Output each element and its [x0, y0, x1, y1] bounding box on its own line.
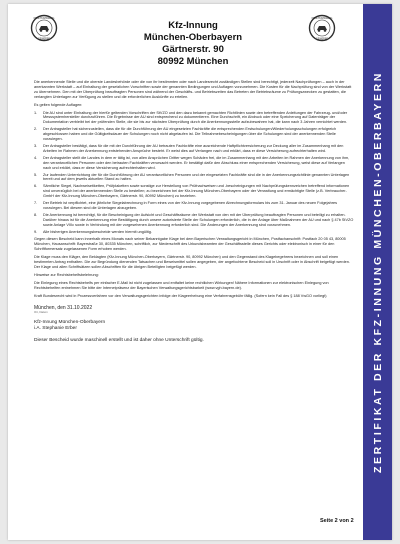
auflage-number: 2. — [34, 127, 38, 132]
seal-ring-bottom-text: GEWERBE — [37, 37, 51, 41]
issue-date-caption: Ort, Datum — [34, 309, 48, 314]
auflage-item — [34, 156, 354, 171]
auflage-number: 8. — [34, 212, 38, 217]
seal-ring-top-text: KRAFTFAHRZEUG — [33, 17, 55, 20]
guild-seal-right — [308, 14, 336, 42]
auflage-item — [34, 144, 354, 154]
org-name: Kfz-Innung — [168, 20, 218, 31]
auflage-number: 7. — [34, 201, 38, 206]
auflage-item — [34, 184, 354, 199]
hinweis-title: Hinweise zur Rechtsbehelfsbelehrung: — [34, 272, 99, 277]
authority-name: Kfz-Innung München-Oberbayern — [34, 320, 106, 326]
auflage-item — [34, 213, 354, 228]
auflage-text: Der Antragsteller bestätigt, dass für die mit der Durchführung der AU betrauten Fachkräfte eine ausreichende Haftpflichtversicherung zur Deckung aller im Zusammenhang mit den Arbeiten im Rahmen der Anerkennung entstehenden Ansprüche besteht. Er weist dies auf Verlangen nach und erklärt, dass er diese Versicherung aufrechterhalten wird. — [43, 143, 344, 153]
intro-paragraph: Die anerkennende Stelle und die oberste Landesbehörde oder die von ihr bestimmten oder nach Landesrecht zuständigen Stellen sind berechtigt, jederzeit Nachprüfungen – auch in der anerkannten Werkstatt – auf Einhaltung der gesetzlichen Vorschriften sowie der genannten Bedingungen und Auflagen vorzunehmen. Die Kosten für die Nachprüfung sind von der Werkstatt zu übernehmen. Den mit der Überprüfung beauftragten Personen sind während der Geschäfts- und Betriebszeiten das Betreten der Betriebsräume zu Prüfungszwecken zu gestatten, die verlangten Unterlagen zur Verfügung zu stellen und die erforderlichen Auskünfte zu erteilen. — [34, 80, 352, 99]
auflage-text: Der Betrieb ist verpflichtet, eine jährliche Siegelabrechnung in Form eines von der Kfz-Innung vorgegebenen Abrechnungsformulars bis zum 31. Januar des neuen Folgejahres vorzulegen. Bei diesem sind die Unterlagen abzugeben. — [43, 201, 338, 210]
issue-date: München, den 31.10.2022 — [34, 304, 93, 311]
auflage-text: Die AU sind unter Einhaltung der hierfür geltenden Vorschriften der StVZO und den dazu bekannt gemachten Richtlinien sowie den betreffenden Anleitungen der Fahrzeug- und/oder Messsystemhersteller durchzuführen. Die Ergebnisse der AU sind entsprechend zu dokumentieren. Eine Durchschrift, ein Abdruck oder eine Speicherung auf Datenträger der Dokumentation verbleibt bei der prüfenden Stelle, die sie bis zur nächsten Überprüfung durch die Anerkennungsstelle aufzubewahren hat, die kann nach 3 Jahren vernichtet werden. — [43, 110, 348, 125]
auflage-text: Sämtliche Siegel, Nachweisetiketten, Prüfplaketten sowie sonstige zur Herstellung von Prüfnachweisen und -bescheinigungen mit Nachprüfungskennzeichen betreffend informationen sind unverzüglich bei der anerkennenden Stelle zu bestellen; zu bezeichnen bei der Kfz-Innung München-Oberbayern oder der Verwaltung und ermächtigte Stelle (z.B. Verbraucher-GmbH der Kfz-Innung München-Oberbayern, Gärtnerstr. 90, 80992 München) zu beziehen. — [43, 184, 350, 199]
hinweis-paragraph-1: Die Einlegung eines Rechtsbehelfs per einfacher E-Mail ist nicht zugelassen und entfaltet keine rechtlichen Wirkungen! Nähere Informationen zur elektronischen Einlegung von Rechtsbehelfen entnehmen Sie bitte der Internetpräsenz der Bayerischen Verwaltungsgerichtsbarkeit (www.vgh.bayern.de). — [34, 280, 329, 290]
auflage-number: 4. — [34, 155, 38, 160]
auflage-item — [34, 201, 354, 211]
auflage-text: Der Antragsteller stellt die Landes in dem er tätig ist, von allen Ansprüchen Dritter wegen Schäden frei, die im Zusammenhang mit den Arbeiten im Rahmen der Anerkennung von ihm, den verantwortlichen Personen oder den betrauten Fachkräften verursacht werden. Er bestätigt dafür den Abschluss einer entsprechenden Versicherung, weist diese auf Verlangen nach und erklärt, dass er diese Versicherung aufrechterhalten wird. — [43, 155, 350, 170]
auflage-item — [34, 173, 354, 183]
certificate-sidebar — [363, 4, 392, 540]
auflage-item — [34, 230, 354, 235]
auflage-number: 3. — [34, 143, 38, 148]
legal-paragraph-1: Gegen diesen Bescheid kann innerhalb eines Monats nach seiner Bekanntgabe Klage bei dem Bayerischen Verwaltungsgericht in München, Postfachanschrift: Postfach 20 05 43, 80005 München, Hausanschrift: Bayerstraße 30, 80335 München, schriftlich, zur Niederschrift des Urkundsbeamten der Geschäftsstelle dieses Gerichts oder elektronisch in einer für den Schriftformersatz zugelassenen Form erhoben werden. — [34, 237, 346, 252]
org-street: Gärtnerstr. 90 — [162, 44, 224, 55]
auflage-item — [34, 127, 354, 142]
hinweis-paragraph-2: Kraft Bundesrecht wird in Prozessverfahren vor den Verwaltungsgerichten infolge der Klageerhebung eine Verfahrensgebühr fällig. (Sofern kein Fall des § 188 VwGO vorliegt) — [34, 293, 327, 298]
auflage-number: 6. — [34, 184, 38, 189]
org-city: 80992 München — [157, 56, 229, 67]
seal-ring-bottom-text: GEWERBE — [315, 37, 329, 41]
auflage-item — [34, 111, 354, 126]
document-body — [34, 80, 354, 344]
page-number: Seite 2 von 2 — [320, 518, 354, 524]
machine-generated-notice: Dieser Bescheid wurde maschinell erstellt und ist daher ohne Unterschrift gültig. — [34, 338, 204, 344]
auflage-text: Alle bisherigen Anerkennungsbescheide werden hiermit ungültig. — [43, 229, 152, 234]
auflage-number: 9. — [34, 229, 38, 234]
auflage-text: Der Antragsteller hat sicherzustellen, dass die für die Durchführung der AU eingesetzten Fachkräfte die entsprechenden Erstschulungen/Wiederholungsschulungen erfolgreich abgeschlossen haben und die Gültigkeitsdauer der Schulungen noch nicht abgelaufen ist. Die Teilnahmebescheinigungen über die Schulungen sind der anerkennenden Stelle vorzulegen. — [43, 127, 337, 142]
auflagen-title: Es gelten folgende Auflagen: — [34, 102, 83, 107]
authority-block — [34, 320, 354, 332]
auflage-text: Die Anerkennung ist berechtigt, für die Bescheinigung der Aufsicht und Geschäftsräume der Werkstatt von den mit der Überprüfung beauftragten Personen und beteiligt zu erhalten. Darüber hinaus ist für die Anerkennung eine Bestätigung durch unsere autorisierte Stelle der Schulungen erforderlich, die in der Anlage über Maßnahmen der AU und nach § 47b StVZO sowie Anlage VIIIc sowie in Verbindung mit der vorgesehenen Anerkennung erforderlich sind. Die Änderungen der Anerkennung sind vorzunehmen. — [43, 212, 354, 227]
org-region: München-Oberbayern — [143, 32, 243, 43]
authority-signatory: i.A. Stephanie Erber — [34, 326, 77, 332]
seal-ring-top-text: KRAFTFAHRZEUG — [311, 17, 333, 20]
sidebar-text: ZERTIFIKAT DER KFZ-INNUNG MÜNCHEN-OBERBAYERN — [371, 71, 384, 473]
auflage-text: Zur laufenden Unterrichtung der für die Durchführung der AU verantwortlichen Personen und der eingesetzten Fachkräfte sind die in der Anerkennungsrichtlinie genannten Unterlagen bereit und auf dem jeweils aktuellen Stand zu halten. — [43, 172, 350, 182]
auflage-number: 1. — [34, 110, 38, 115]
legal-paragraph-2: Die Klage muss den Kläger, den Beklagten (Kfz-Innung München-Oberbayern, Gärtnerstr. 90, 80992 München) und den Gegenstand des Klagebegehrens bezeichnen und soll einen bestimmten Antrag enthalten. Die zur Begründung dienenden Tatsachen und Beweismittel sollen angegeben, der angefochtene Bescheid soll in Urschrift oder in Abschrift beigefügt werden. Der Klage und allen Schriftsätzen sollen Abschriften für die übrigen Beteiligten beigefügt werden. — [34, 255, 350, 269]
document-page — [8, 4, 392, 540]
document-header — [38, 20, 348, 68]
auflage-number: 5. — [34, 172, 38, 177]
auflagen-list — [34, 111, 354, 235]
